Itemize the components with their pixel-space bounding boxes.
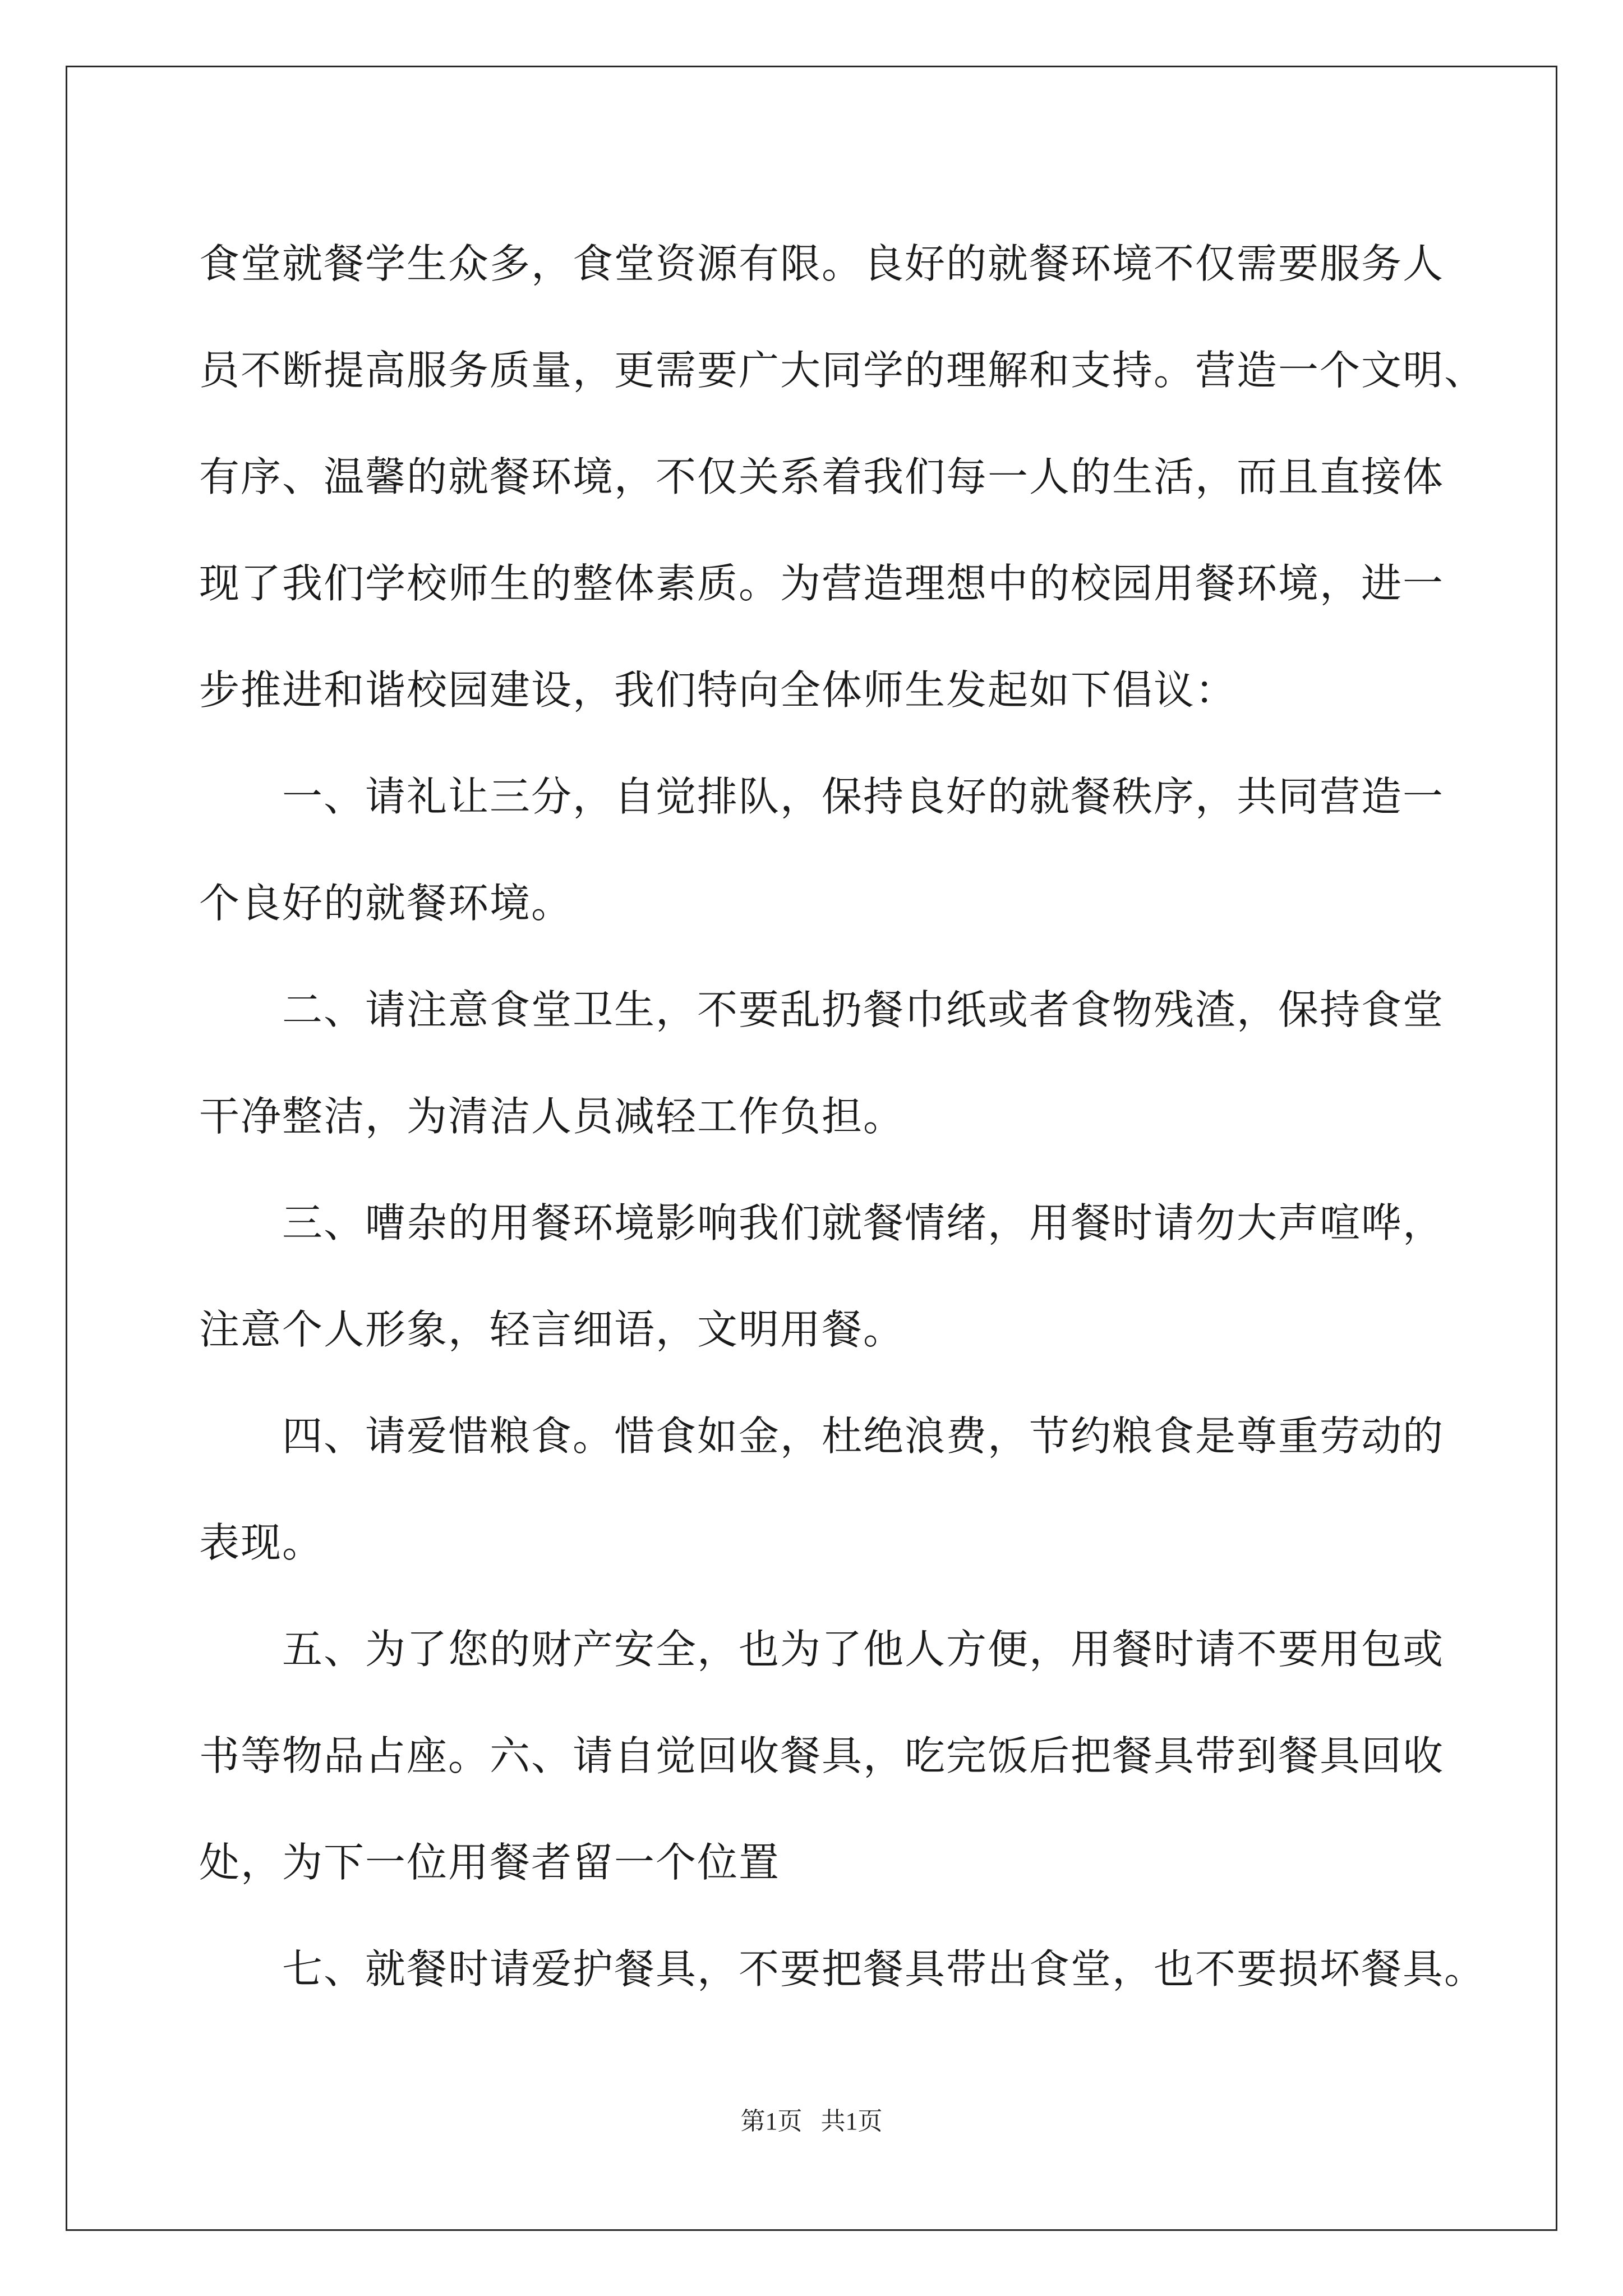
page-number-footer: 第1页 共1页 (740, 2108, 883, 2135)
text-line: 有序、温馨的就餐环境，不仅关系着我们每一人的生活，而且直接体 (199, 453, 1445, 500)
document-body (199, 210, 1486, 2022)
proposal-item-4: 四、请爱惜粮食。惜食如金，杜绝浪费，节约粮食是尊重劳动的 (282, 1412, 1445, 1460)
text-line: 书等物品占座。六、请自觉回收餐具，吃完饭后把餐具带到餐具回收 (199, 1732, 1445, 1779)
text-line: 处，为下一位用餐者留一个位置 (199, 1839, 781, 1886)
text-line: 员不断提高服务质量，更需要广大同学的理解和支持。营造一个文明、 (199, 347, 1486, 394)
proposal-item-5: 五、为了您的财产安全，也为了他人方便，用餐时请不要用包或 (282, 1626, 1445, 1673)
text-line: 注意个人形象，轻言细语，文明用餐。 (199, 1306, 905, 1353)
text-line: 干净整洁，为清洁人员减轻工作负担。 (199, 1093, 905, 1140)
proposal-item-2: 二、请注意食堂卫生，不要乱扔餐巾纸或者食物残渣，保持食堂 (282, 986, 1445, 1033)
text-line: 表现。 (199, 1519, 324, 1566)
proposal-item-1: 一、请礼让三分，自觉排队，保持良好的就餐秩序，共同营造一 (282, 773, 1445, 820)
text-line: 个良好的就餐环境。 (199, 880, 573, 927)
text-line: 食堂就餐学生众多，食堂资源有限。良好的就餐环境不仅需要服务人 (199, 240, 1445, 287)
proposal-item-7: 七、就餐时请爱护餐具，不要把餐具带出食堂，也不要损坏餐具。 (282, 1945, 1486, 1993)
text-line: 现了我们学校师生的整体素质。为营造理想中的校园用餐环境，进一 (199, 560, 1445, 607)
text-line: 步推进和谐校园建设，我们特向全体师生发起如下倡议： (199, 666, 1237, 714)
proposal-item-3: 三、嘈杂的用餐环境影响我们就餐情绪，用餐时请勿大声喧哗， (282, 1199, 1445, 1246)
